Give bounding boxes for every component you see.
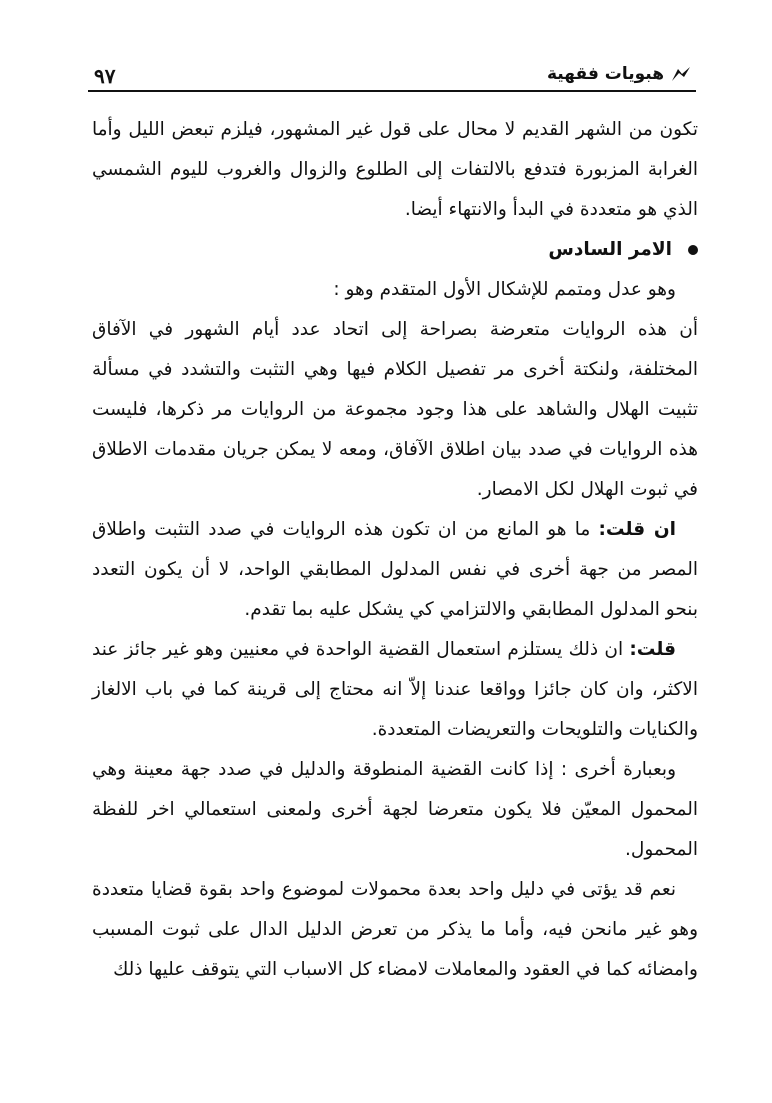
section-heading (92, 230, 698, 270)
paragraph-4 (92, 510, 698, 630)
paragraph-5-lead: قلت: (629, 639, 676, 660)
paragraph-5-text: ان ذلك يستلزم استعمال القضية الواحدة في معنيين وهو غير جائز عند الاكثر، وان كان جائزا وواقعا عندنا إلاّ انه محتاج إلى قرينة كما في باب الالغاز والكنايات والتلويحات والتعريضات المتعددة. (92, 639, 698, 740)
running-title (547, 64, 692, 84)
section-heading-text: الامر السادس (548, 239, 672, 260)
body-text (92, 110, 698, 990)
quill-ornament-icon (670, 65, 692, 83)
paragraph-1: تكون من الشهر القديم لا محال على قول غير المشهور، فيلزم تبعض الليل وأما الغرابة المزبورة فتدفع بالالتفات إلى الطلوع والزوال والغروب لليوم الشمسي الذي هو متعددة في البدأ والانتهاء أيضا. (92, 119, 698, 220)
page-header (88, 62, 696, 92)
paragraph-3: أن هذه الروايات متعرضة بصراحة إلى اتحاد عدد أيام الشهور في الآفاق المختلفة، ولنكتة أخرى مر تفصيل الكلام فيها وهي التثبت والتشدد في مسألة تثبيت الهلال والشاهد على هذا وجود مجموعة من الروايات مر ذكرها، فليست هذه الروايات في صدد بيان اطلاق الآفاق، ومعه لا يمكن جريان مقدمات الاطلاق في ثبوت الهلال لكل الامصار. (92, 319, 698, 500)
paragraph-4-lead: ان قلت: (598, 519, 676, 540)
paragraph-2: وهو عدل ومتمم للإشكال الأول المتقدم وهو : (333, 279, 676, 300)
paragraph-4-text: ما هو المانع من ان تكون هذه الروايات في صدد التثبت واطلاق المصر من جهة أخرى في نفس المدلول المطابقي الواحد، لا أن يكون التعدد بنحو المدلول المطابقي والالتزامي كي يشكل عليه بما تقدم. (92, 519, 698, 620)
page-number: ٩٧ (94, 64, 116, 88)
paragraph-7: نعم قد يؤتى في دليل واحد بعدة محمولات لموضوع واحد بقوة قضايا متعددة وهو غير مانحن فيه، وأما ما يذكر من تعرض الدليل الدال على ثبوت المسبب وامضائه كما في العقود والمعاملات لامضاء كل الاسباب التي يتوقف عليها ذلك (92, 879, 698, 980)
running-title-text: هبويات فقهية (547, 64, 664, 84)
bullet-icon (688, 245, 698, 255)
header-rule (88, 90, 696, 92)
paragraph-5 (92, 630, 698, 750)
paragraph-6: وبعبارة أخرى : إذا كانت القضية المنطوقة والدليل في صدد جهة معينة وهي المحمول المعيّن فلا يكون متعرضا لجهة أخرى ولمعنى استعمالي اخر للفظة المحمول. (92, 759, 698, 860)
